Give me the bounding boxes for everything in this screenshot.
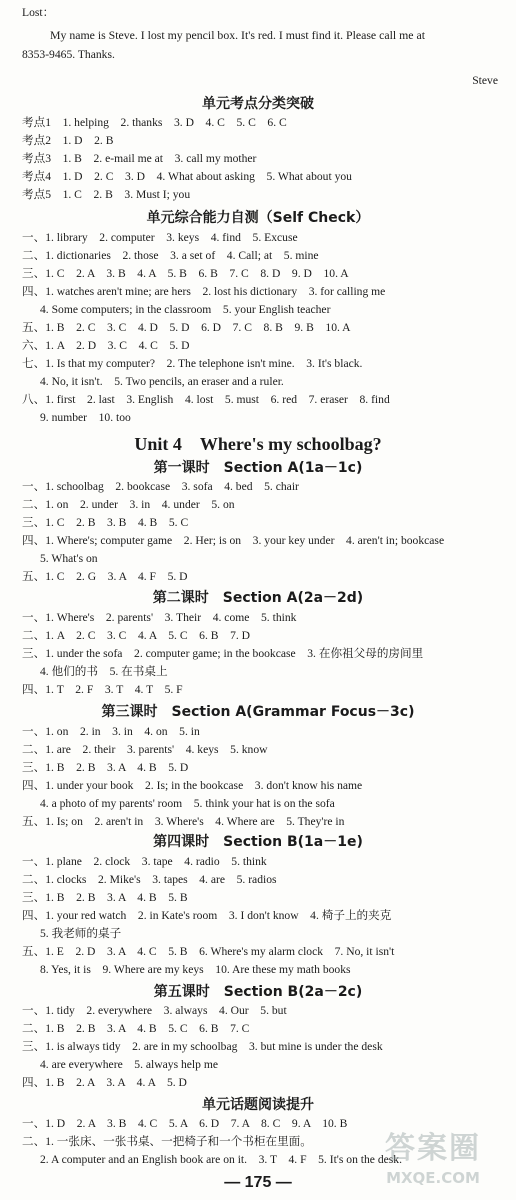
answer-line: 一、1. library 2. computer 3. keys 4. find 5. Excuse [22,231,298,244]
lesson-heading-1: 第一课时 Section A(1a－1c) [153,460,363,476]
answer-line: 五、1. B 2. C 3. C 4. D 5. D 6. D 7. C 8. B 9. B 10. A [22,321,351,334]
watermark-cn: 答案圈 [385,1131,481,1166]
answer-line: 五、1. Is; on 2. aren't in 3. Where's 4. Where are 5. They're in [22,815,345,828]
answer-line: 五、1. E 2. D 3. A 4. C 5. B 6. Where's my alarm clock 7. No, it isn't [22,945,395,958]
answer-line: 5. What's on [40,552,98,565]
answer-line: 二、1. clocks 2. Mike's 3. tapes 4. are 5. radios [22,873,277,886]
answer-line: 三、1. B 2. B 3. A 4. B 5. B [22,891,188,904]
answer-line: 八、1. first 2. last 3. English 4. lost 5. must 6. red 7. eraser 8. find [22,393,390,406]
unit-title: Unit 4 Where's my schoolbag? [134,434,382,454]
answer-line: 一、1. on 2. in 3. in 4. on 5. in [22,725,200,738]
answer-line: 2. A computer and an English book are on it. 3. T 4. F 5. It's on the desk. [40,1153,402,1166]
answer-line: 三、1. under the sofa 2. computer game; in the bookcase 3. 在你祖父母的房间里 [22,647,424,660]
answer-line: 4. a photo of my parents' room 5. think your hat is on the sofa [40,797,335,810]
answer-line: 一、1. schoolbag 2. bookcase 3. sofa 4. bed 5. chair [22,480,299,493]
answer-line: 考点1 1. helping 2. thanks 3. D 4. C 5. C 6. C [22,116,287,129]
answer-line: 三、1. B 2. B 3. A 4. B 5. D [22,761,189,774]
answer-line: 四、1. Where's; computer game 2. Her; is on 3. your key under 4. aren't in; bookcase [22,534,445,547]
answer-line: 二、1. on 2. under 3. in 4. under 5. on [22,498,235,511]
lesson-heading-3: 第三课时 Section A(Grammar Focus－3c) [101,704,415,720]
answer-line: 一、1. D 2. A 3. B 4. C 5. A 6. D 7. A 8. C 9. A 10. B [22,1117,348,1130]
answer-line: 4. are everywhere 5. always help me [40,1058,219,1071]
answer-line: 9. number 10. too [40,411,131,424]
answer-line: 二、1. 一张床、一张书桌、一把椅子和一个书柜在里面。 [22,1135,312,1148]
answer-line: 5. 我老师的桌子 [40,927,122,940]
section-heading-reading: 单元话题阅读提升 [202,1097,314,1113]
lesson-heading-4: 第四课时 Section B(1a－1e) [153,834,363,850]
answer-line: 一、1. Where's 2. parents' 3. Their 4. come 5. think [22,611,297,624]
answer-line: 4. Some computers; in the classroom 5. your English teacher [40,303,331,316]
answer-line: 二、1. are 2. their 3. parents' 4. keys 5. know [22,743,268,756]
answer-line: 四、1. B 2. A 3. A 4. A 5. D [22,1076,187,1089]
lost-label: Lost： [22,6,55,19]
answer-line: 二、1. dictionaries 2. those 3. a set of 4. Call; at 5. mine [22,249,319,262]
lesson-heading-5: 第五课时 Section B(2a－2c) [153,984,363,1000]
section-heading-self-check: 单元综合能力自测（Self Check） [146,210,370,226]
answer-line: 考点2 1. D 2. B [22,134,114,147]
answer-line: 四、1. T 2. F 3. T 4. T 5. F [22,683,183,696]
answer-line: 4. No, it isn't. 5. Two pencils, an eraser and a ruler. [40,375,284,388]
answer-line: 一、1. tidy 2. everywhere 3. always 4. Our 5. but [22,1004,287,1017]
lost-notice-line-2: 8353-9465. Thanks. [22,48,115,61]
answer-line: 4. 他们的书 5. 在书桌上 [40,665,168,678]
answer-line: 三、1. C 2. B 3. B 4. B 5. C [22,516,189,529]
answer-line: 六、1. A 2. D 3. C 4. C 5. D [22,339,190,352]
answer-line: 四、1. watches aren't mine; are hers 2. lost his dictionary 3. for calling me [22,285,386,298]
signature: Steve [472,74,498,87]
section-heading-review: 单元考点分类突破 [202,96,314,112]
lost-notice-line-1: My name is Steve. I lost my pencil box. It's red. I must find it. Please call me at [50,28,425,42]
answer-line: 四、1. under your book 2. Is; in the bookcase 3. don't know his name [22,779,363,792]
watermark-en: MXQE.COM [386,1169,480,1187]
answer-line: 8. Yes, it is 9. Where are my keys 10. Are these my math books [40,963,351,976]
answer-line: 三、1. is always tidy 2. are in my schoolbag 3. but mine is under the desk [22,1040,383,1053]
answer-line: 考点4 1. D 2. C 3. D 4. What about asking 5. What about you [22,170,352,183]
answer-line: 考点3 1. B 2. e-mail me at 3. call my mother [22,152,257,165]
watermark-logo [358,1130,508,1196]
answer-line: 四、1. your red watch 2. in Kate's room 3. I don't know 4. 椅子上的夹克 [22,909,392,922]
answer-line: 五、1. C 2. G 3. A 4. F 5. D [22,570,188,583]
lesson-heading-2: 第二课时 Section A(2a－2d) [152,590,364,606]
answer-line: 二、1. A 2. C 3. C 4. A 5. C 6. B 7. D [22,629,251,642]
answer-line: 二、1. B 2. B 3. A 4. B 5. C 6. B 7. C [22,1022,250,1035]
page-number: — 175 — [224,1174,292,1191]
answer-line: 考点5 1. C 2. B 3. Must I; you [22,188,191,201]
answer-line: 三、1. C 2. A 3. B 4. A 5. B 6. B 7. C 8. D 9. D 10. A [22,267,349,280]
answer-line: 七、1. Is that my computer? 2. The telephone isn't mine. 3. It's black. [22,357,363,370]
answer-line: 一、1. plane 2. clock 3. tape 4. radio 5. think [22,855,267,868]
